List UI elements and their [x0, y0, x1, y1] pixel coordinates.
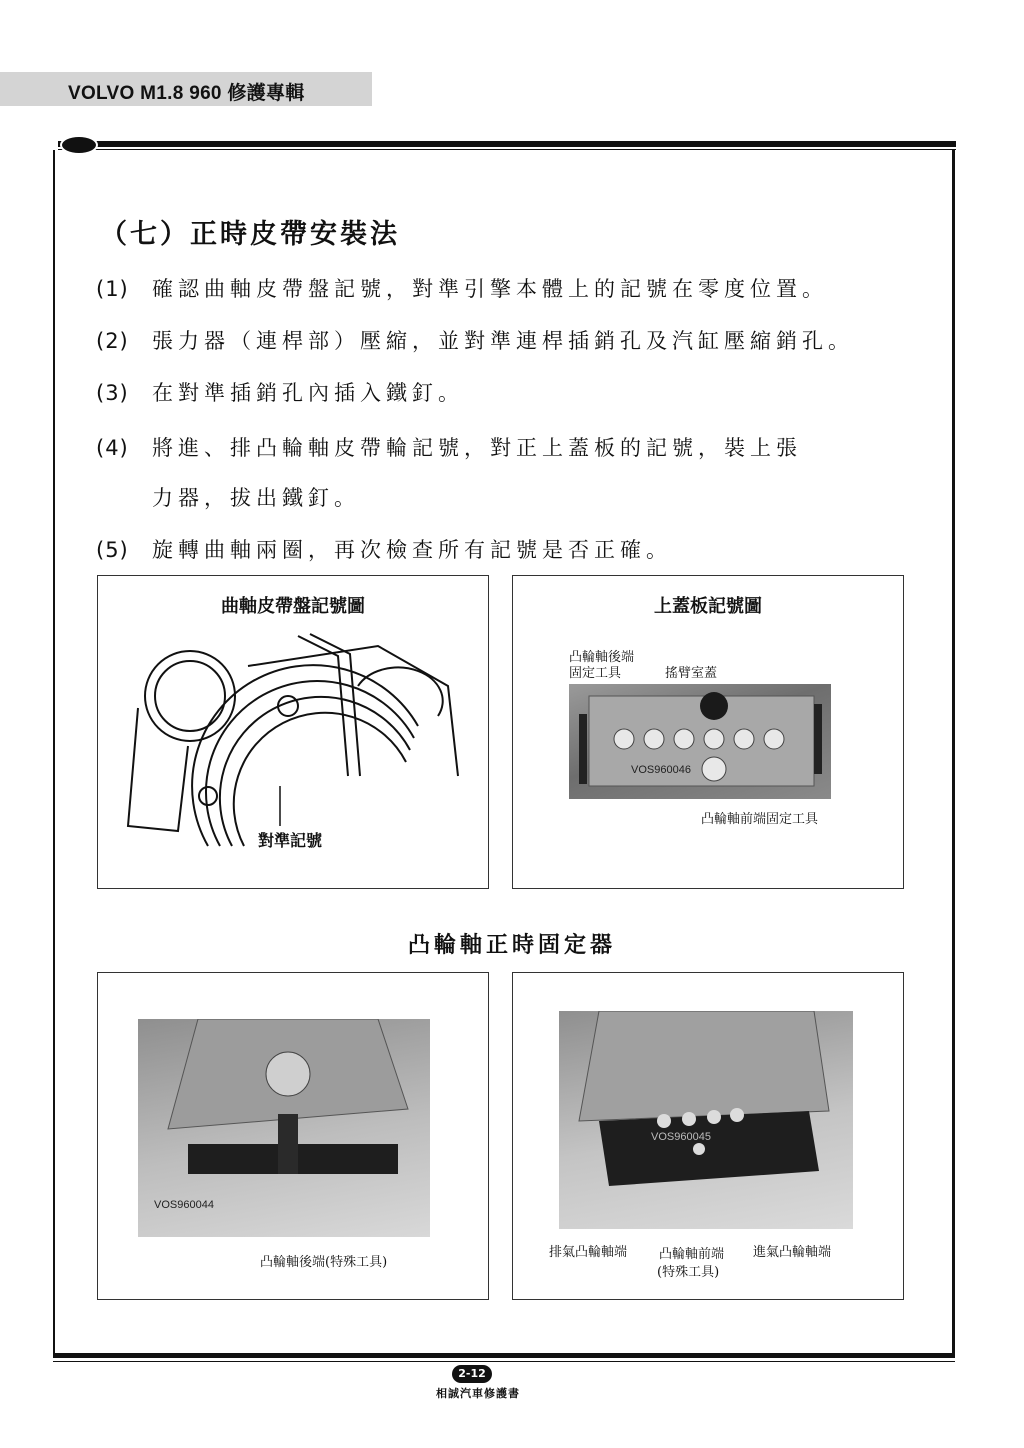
step-4: [96, 435, 802, 461]
step-number: (5): [96, 538, 129, 562]
step-number: (3): [96, 381, 129, 405]
intake-cam-label: 進氣凸輪軸端: [753, 1245, 832, 1260]
step-1: [96, 276, 828, 302]
align-mark-label: 對準記號: [258, 831, 323, 850]
step-number: (4): [96, 436, 129, 460]
step-number: (2): [96, 329, 129, 353]
step-number: (1): [96, 277, 129, 301]
step-2: [96, 328, 854, 354]
front-tool-label-1: 凸輪軸前端: [659, 1247, 725, 1262]
section-title: （七）正時皮帶安裝法: [100, 219, 400, 250]
rear-fixture-label-2: 固定工具: [569, 666, 622, 681]
bottom-rule-thin: [53, 1361, 955, 1362]
photo-code: VOS960044: [154, 1199, 214, 1211]
front-tool-label-2: (特殊工具): [657, 1265, 720, 1280]
top-rule-thin: [58, 149, 956, 150]
page-number: 2-12: [452, 1365, 492, 1383]
footer-brand: 相誠汽車修護書: [436, 1387, 520, 1400]
bottom-rule: [53, 1353, 955, 1358]
figure-rear-tool: [97, 972, 489, 1300]
figure-crank-pulley: [97, 575, 489, 889]
step-text: 將進、排凸輪軸皮帶輪記號，對正上蓋板的記號，裝上張: [152, 436, 802, 460]
step-4-continued: 力器，拔出鐵釘。: [152, 486, 360, 510]
figure-caption: 曲軸皮帶盤記號圖: [221, 596, 365, 617]
photo-code: VOS960046: [631, 764, 691, 776]
rear-tool-label: 凸輪軸後端(特殊工具): [260, 1255, 388, 1270]
header-title: VOLVO M1.8 960 修護專輯: [68, 83, 305, 104]
step-5: [96, 537, 672, 563]
top-rule: [58, 141, 956, 147]
step-text: 確認曲軸皮帶盤記號，對準引擎本體上的記號在零度位置。: [152, 277, 828, 301]
publisher-logo: [60, 135, 98, 155]
figure-front-tool: [512, 972, 904, 1300]
rocker-cover-label: 搖臂室蓋: [665, 666, 718, 681]
step-text: 在對準插銷孔內插入鐵釘。: [152, 381, 464, 405]
exhaust-cam-label: 排氣凸輪軸端: [549, 1245, 628, 1260]
cylinder-head-photo-detail: [569, 684, 831, 799]
cam-timing-fixture-title: 凸輪軸正時固定器: [407, 933, 616, 958]
frame-left: [53, 150, 55, 1353]
figure-cover-plate: [512, 575, 904, 889]
photo-code: VOS960045: [651, 1131, 711, 1143]
step-3: [96, 380, 464, 406]
figure-caption: 上蓋板記號圖: [654, 596, 762, 617]
rear-tool-photo: [138, 1019, 430, 1237]
front-tool-photo: [559, 1011, 853, 1229]
front-tool-photo-detail: [559, 1011, 853, 1229]
step-text: 旋轉曲軸兩圈，再次檢查所有記號是否正確。: [152, 538, 672, 562]
rear-fixture-label-1: 凸輪軸後端: [569, 650, 635, 665]
frame-right: [952, 150, 955, 1353]
cylinder-head-photo: [569, 684, 831, 799]
step-text: 張力器（連桿部）壓縮，並對準連桿插銷孔及汽缸壓縮銷孔。: [152, 329, 854, 353]
front-fixture-label: 凸輪軸前端固定工具: [701, 812, 819, 827]
